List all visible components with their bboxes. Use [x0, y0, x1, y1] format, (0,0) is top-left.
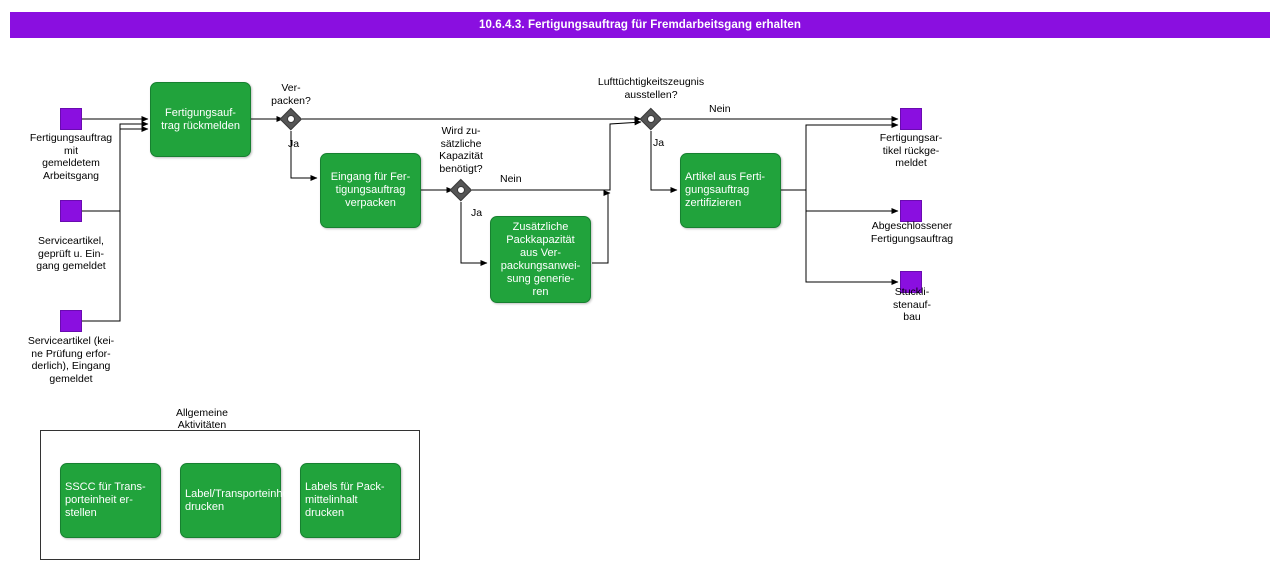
event-label-2 — [10, 235, 132, 273]
function-7-line-1: Labels für Pack- — [305, 481, 385, 493]
gateway-label-lufttuechtigkeitszeugnis — [570, 76, 732, 101]
event-serviceartikel-geprueft[interactable] — [60, 200, 82, 222]
gateway-2-line-1: Wird zu- — [441, 125, 481, 137]
function-5-line-1: SSCC für Trans- — [65, 481, 146, 493]
function-3-line-2: Packkapazität — [506, 233, 575, 246]
event-label-1-line-4: Arbeitsgang — [42, 169, 100, 182]
event-label-5 — [848, 220, 976, 245]
gateway-1-line-2: packen? — [271, 94, 311, 107]
event-label-3-line-1: Serviceartikel (kei- — [27, 335, 115, 347]
event-label-2-line-1: Serviceartikel, — [38, 235, 104, 247]
gateway-xor-icon — [457, 186, 465, 194]
function-6-line-1: Label/Transporteinheit — [185, 487, 295, 500]
event-fertigungsauftrag-mit-gemeldetem-arbeitsgang[interactable] — [60, 108, 82, 130]
gateway-3-line-2: ausstellen? — [624, 88, 678, 101]
gateway-2-line-3: Kapazität — [439, 150, 483, 163]
function-2-line-3: verpacken — [345, 197, 396, 209]
function-2-line-2: tigungsauftrag — [335, 184, 406, 196]
function-7-line-3: drucken — [305, 507, 345, 519]
edge-label-nein-2: Nein — [709, 103, 731, 115]
function-5-line-2: porteinheit er- — [65, 494, 133, 506]
function-sscc-erstellen[interactable] — [60, 463, 161, 538]
function-labels-packmittelinhalt-drucken[interactable] — [300, 463, 401, 538]
gateway-1-line-1: Ver- — [281, 82, 301, 94]
event-label-3-line-2: ne Prüfung erfor- — [31, 347, 111, 360]
function-4-line-2: gungsauftrag — [685, 184, 750, 196]
event-label-1-line-1: Fertigungsauftrag — [29, 132, 113, 144]
event-label-2-line-2: geprüft u. Ein- — [38, 247, 104, 260]
event-label-6-line-1: Stuckli- — [894, 286, 930, 298]
page-title: 10.6.4.3. Fertigungsauftrag für Fremdarbeitsgang erhalten — [10, 12, 1270, 38]
function-3-line-1: Zusätzliche — [512, 220, 569, 233]
function-1-line-1: Fertigungsauf- — [165, 106, 236, 119]
function-1-line-2: trag rückmelden — [161, 119, 240, 132]
function-artikel-zertifizieren[interactable] — [680, 153, 781, 228]
event-label-2-line-3: gang gemeldet — [36, 260, 106, 273]
event-label-3-line-3: derlich), Eingang — [31, 360, 111, 373]
gateway-2-line-2: sätzliche — [440, 137, 482, 150]
gateway-xor-icon — [287, 115, 295, 123]
gateway-verpacken[interactable] — [280, 108, 302, 130]
gateway-3-line-1: Lufttüchtigkeitszeugnis — [597, 76, 705, 88]
event-label-4-line-2: tikel rückge- — [882, 144, 940, 157]
event-label-1-line-2: mit — [64, 144, 78, 157]
edge-label-ja-3: Ja — [653, 137, 665, 149]
event-label-6-line-3: bau — [903, 311, 921, 324]
function-label-transporteinheit-drucken[interactable] — [180, 463, 295, 538]
group-label-line-2: Aktivitäten — [177, 419, 227, 431]
event-label-6-line-2: stenauf- — [893, 298, 931, 311]
event-label-1 — [10, 132, 132, 182]
event-label-4 — [855, 132, 967, 170]
gateway-xor-icon — [647, 115, 655, 123]
function-3-line-6: ren — [532, 285, 549, 298]
function-4-line-1: Artikel aus Ferti- — [685, 171, 766, 183]
function-zusaetzliche-packkapazitaet[interactable] — [490, 216, 591, 303]
function-eingang-verpacken[interactable] — [320, 153, 421, 228]
event-label-1-line-3: gemeldetem — [42, 157, 100, 170]
function-2-line-1: Eingang für Fer- — [330, 171, 411, 183]
event-label-5-line-1: Abgeschlossener — [871, 220, 953, 232]
function-5-line-3: stellen — [65, 507, 97, 519]
function-7-line-2: mittelinhalt — [305, 494, 358, 506]
event-label-4-line-3: meldet — [895, 157, 927, 170]
function-3-line-5: sung generie- — [506, 272, 575, 285]
function-3-line-4: packungsanwei- — [500, 259, 581, 272]
function-4-line-3: zertifizieren — [685, 197, 742, 209]
function-6-line-2: drucken — [185, 500, 225, 513]
edge-label-ja-1: Ja — [288, 138, 300, 150]
event-label-5-line-2: Fertigungsauftrag — [870, 232, 954, 245]
function-3-line-3: aus Ver- — [520, 246, 561, 259]
event-abgeschlossener-fertigungsauftrag[interactable] — [900, 200, 922, 222]
edge-label-ja-2: Ja — [471, 207, 483, 219]
group-label-line-1: Allgemeine — [176, 407, 228, 419]
gateway-lufttuechtigkeitszeugnis[interactable] — [640, 108, 662, 130]
event-label-3 — [6, 335, 136, 385]
event-label-3-line-4: gemeldet — [49, 372, 93, 385]
event-label-4-line-1: Fertigungsar- — [879, 132, 943, 144]
gateway-2-line-4: benötigt? — [439, 162, 483, 175]
edge-label-nein-1: Nein — [500, 173, 522, 185]
gateway-label-verpacken — [258, 82, 324, 107]
gateway-label-kapazitaet — [426, 125, 496, 175]
event-serviceartikel-keine-pruefung[interactable] — [60, 310, 82, 332]
group-label — [165, 407, 239, 431]
event-label-6 — [878, 286, 946, 324]
function-fertigungsauftrag-rueckmelden[interactable] — [150, 82, 251, 157]
gateway-zusaetzliche-kapazitaet[interactable] — [450, 179, 472, 201]
event-fertigungsartikel-rueckgemeldet[interactable] — [900, 108, 922, 130]
